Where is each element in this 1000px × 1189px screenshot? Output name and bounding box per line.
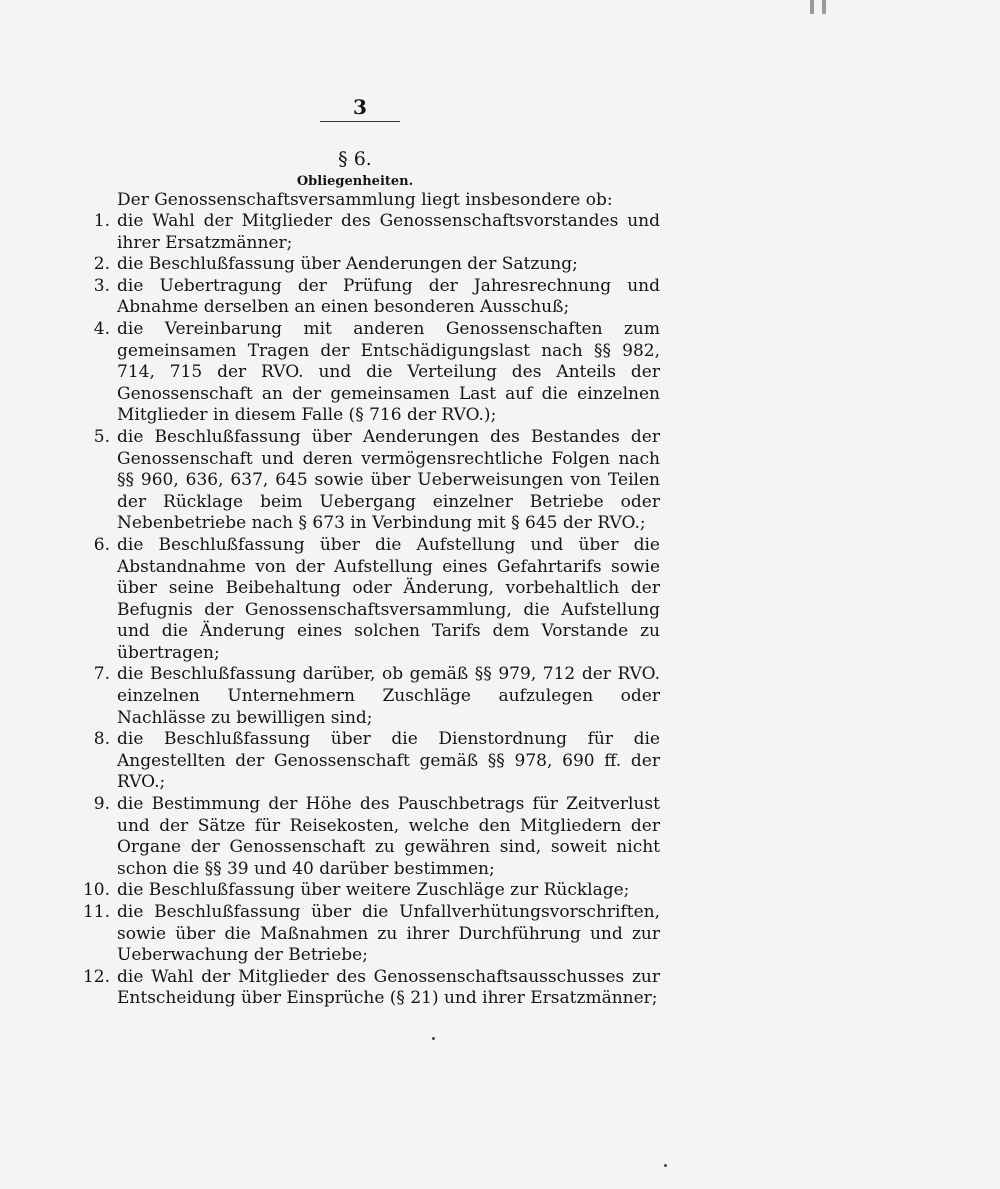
list-item: [68, 254, 660, 276]
list-item-text: die Beschlußfassung über die Aufstellung und über die Abstandnahme von der Aufstellung eines Gefahrtarifs sowie über seine Beibehaltung oder Änderung, vorbehaltlich der Befugnis der Genossenschaftsversammlung, die Aufstellung und die Änderung eines solchen Tarifs dem Vorstande zu übertragen;: [117, 534, 660, 663]
list-item-number: 11.: [82, 902, 110, 922]
list-item: [68, 319, 660, 427]
list-item-number: 2.: [93, 254, 110, 275]
list-item-text: die Vereinbarung mit anderen Genossenschaften zum gemeinsamen Tragen der Entschädigungslast nach §§ 982, 714, 715 der RVO. und die Verteilung des Anteils der Genossenschaft an der gemeinsamen Last auf die einzelnen Mitglieder in diesem Falle (§ 716 der RVO.);: [117, 318, 660, 426]
list-item-number: 1.: [93, 211, 110, 231]
list-item: [68, 276, 660, 319]
list-item: [68, 729, 660, 794]
scan-speck: [664, 1164, 667, 1167]
list-item-text: die Bestimmung der Höhe des Pauschbetrags für Zeitverlust und der Sätze für Reisekosten, welche den Mitgliedern der Organe der Genossenschaft zu gewähren sind, soweit nicht schon die §§ 39 und 40 darüber bestimmen;: [117, 794, 660, 879]
list-item-text: die Wahl der Mitglieder des Genossenschaftsausschusses zur Entscheidung über Einsprüche (§ 21) und ihrer Ersatzmänner;: [117, 966, 660, 1009]
list-item-text: die Wahl der Mitglieder des Genossenschaftsvorstandes und ihrer Ersatzmänner;: [117, 211, 660, 253]
list-item: [68, 794, 660, 880]
list-item-text: die Beschlußfassung über die Dienstordnung für die Angestellten der Genossenschaft gemäß §§ 978, 690 ff. der RVO.;: [117, 729, 660, 793]
list-item-number: 12.: [82, 966, 110, 987]
intro-paragraph: Der Genossenschaftsversammlung liegt insbesondere ob:: [117, 190, 613, 210]
list-item: [68, 967, 660, 1010]
list-item-number: 10.: [82, 880, 110, 901]
list-item: [68, 902, 660, 967]
scan-edge-mark: [810, 0, 834, 14]
list-item-text: die Beschlußfassung darüber, ob gemäß §§ 979, 712 der RVO. einzelnen Unternehmern Zuschläge aufzulegen oder Nachlässe zu bewilligen sind;: [117, 664, 660, 728]
list-item: [68, 211, 660, 254]
section-subtitle: Obliegenheiten.: [296, 174, 414, 189]
list-item-number: 8.: [93, 729, 110, 750]
section-heading: § 6.: [338, 148, 372, 170]
list-item: [68, 880, 660, 902]
list-item-text: die Uebertragung der Prüfung der Jahresrechnung und Abnahme derselben an einen besonderen Ausschuß;: [117, 275, 660, 318]
list-item-number: 4.: [93, 318, 110, 339]
page-number-rule: [320, 121, 400, 122]
list-item: [68, 664, 660, 729]
list-item-number: 9.: [93, 794, 110, 815]
list-item-number: 5.: [93, 426, 110, 447]
list-item-number: 6.: [93, 534, 110, 555]
list-item-text: die Beschlußfassung über die Unfallverhütungsvorschriften, sowie über die Maßnahmen zu ihrer Durchführung und zur Ueberwachung der Betriebe;: [117, 902, 660, 966]
list-item-number: 3.: [93, 275, 110, 296]
list-item-text: die Beschlußfassung über Aenderungen der Satzung;: [117, 254, 578, 275]
list-item: [68, 427, 660, 535]
obligations-list: [68, 211, 660, 1010]
list-item: [68, 535, 660, 665]
scan-speck: [432, 1037, 435, 1040]
list-item-number: 7.: [93, 664, 110, 685]
page-number: 3: [353, 95, 367, 119]
list-item-text: die Beschlußfassung über weitere Zuschläge zur Rücklage;: [117, 880, 630, 901]
list-item-text: die Beschlußfassung über Aenderungen des Bestandes der Genossenschaft und deren vermögensrechtliche Folgen nach §§ 960, 636, 637, 645 sowie über Ueberweisungen von Teilen der Rücklage beim Uebergang einzelner Betriebe oder Nebenbetriebe nach § 673 in Verbindung mit § 645 der RVO.;: [117, 426, 660, 534]
